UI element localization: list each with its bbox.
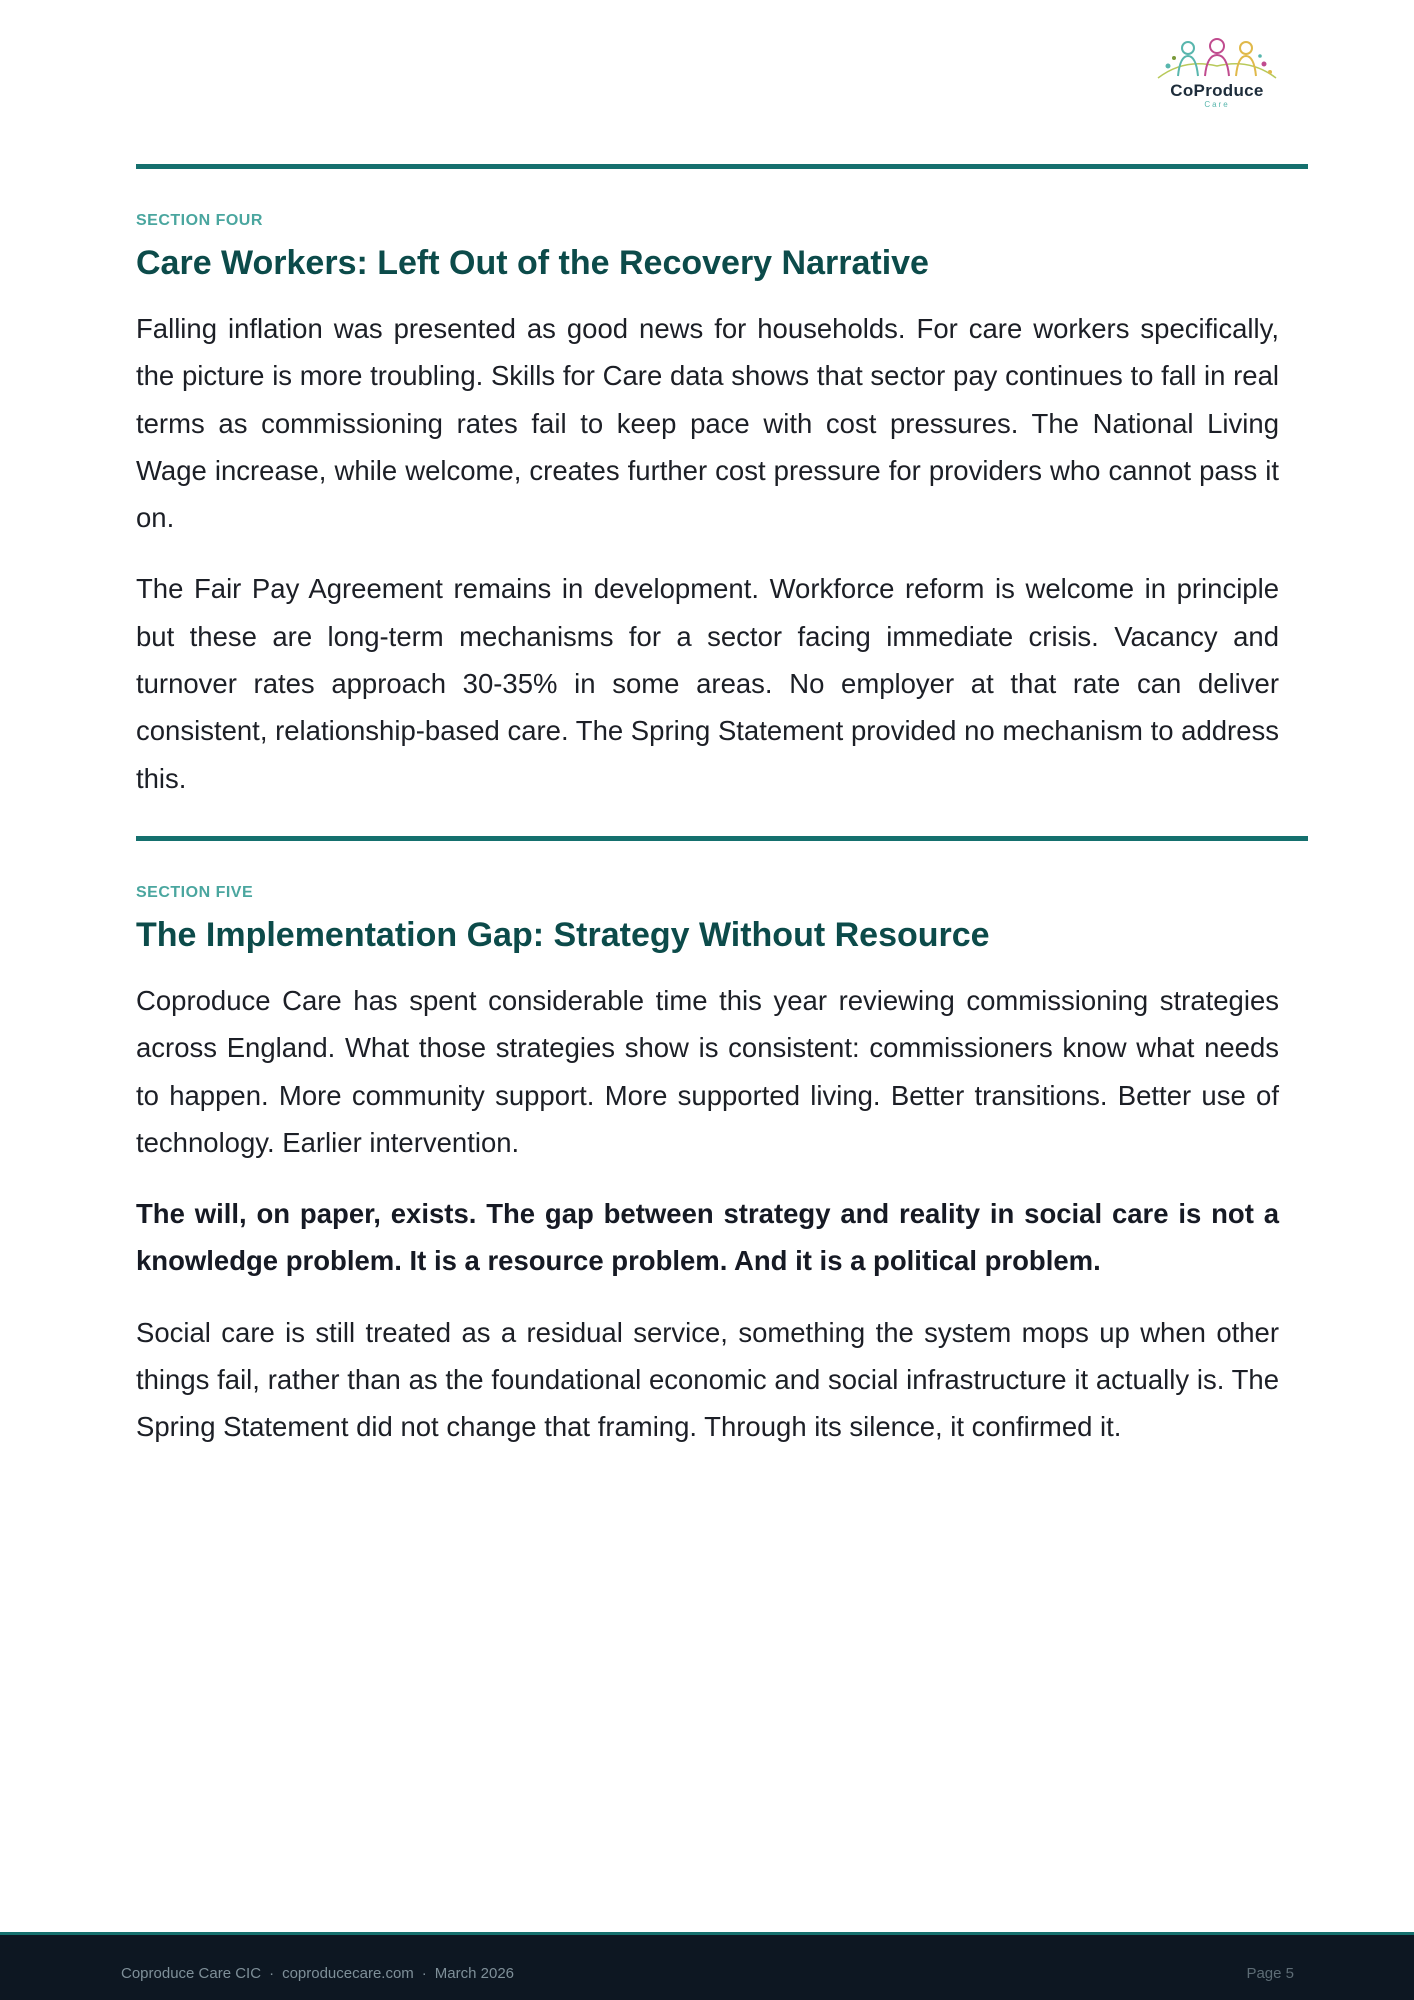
highlight-paragraph: The will, on paper, exists. The gap between strategy and reality in social care is not a knowledge problem. It is a resource problem. And it is a political problem.: [136, 1198, 1279, 1277]
footer-info: [121, 1965, 514, 1982]
section-title: The Implementation Gap: Strategy Without Resource: [136, 916, 990, 954]
footer-website-link[interactable]: coproducecare.com: [282, 1965, 414, 1982]
section-divider: [136, 836, 1308, 841]
section-five: [136, 883, 1279, 1451]
section-divider: [136, 164, 1308, 169]
logo-subtitle: Care: [1204, 100, 1230, 109]
coproduce-care-logo: [1154, 36, 1280, 112]
footer-separator: ·: [421, 1965, 427, 1982]
page-footer: [0, 1932, 1414, 2000]
body-paragraph: Coproduce Care has spent considerable time this year reviewing commissioning strategies across England. What those strategies show is consistent: commissioners know what needs to happen. More community support. More supported living. Better transitions. Better use of technology. Earlier intervention.: [136, 985, 1279, 1158]
footer-separator: ·: [269, 1965, 275, 1982]
footer-org: Coproduce Care CIC: [121, 1965, 262, 1982]
footer-date: March 2026: [434, 1965, 515, 1982]
body-paragraph: The Fair Pay Agreement remains in development. Workforce reform is welcome in principle but these are long-term mechanisms for a sector facing immediate crisis. Vacancy and turnover rates approach 30-35% in some areas. No employer at that rate can deliver consistent, relationship-based care. The Spring Statement provided no mechanism to address this.: [136, 573, 1279, 794]
section-eyebrow: SECTION FIVE: [136, 884, 254, 901]
page-number: Page 5: [1246, 1965, 1294, 1982]
body-paragraph: Falling inflation was presented as good news for households. For care workers specifically, the picture is more troubling. Skills for Care data shows that sector pay continues to fall in real terms as commissioning rates fail to keep pace with cost pressures. The National Living Wage increase, while welcome, creates further cost pressure for providers who cannot pass it on.: [136, 313, 1279, 534]
section-eyebrow: SECTION FOUR: [136, 212, 263, 229]
section-title: Care Workers: Left Out of the Recovery Narrative: [136, 244, 929, 282]
body-paragraph: Social care is still treated as a residual service, something the system mops up when other things fail, rather than as the foundational economic and social infrastructure it actually is. The Spring Statement did not change that framing. Through its silence, it confirmed it.: [136, 1316, 1279, 1443]
section-four: [136, 211, 1279, 802]
logo-wordmark: CoProduce: [1170, 81, 1264, 100]
people-group-icon: [1154, 36, 1280, 82]
